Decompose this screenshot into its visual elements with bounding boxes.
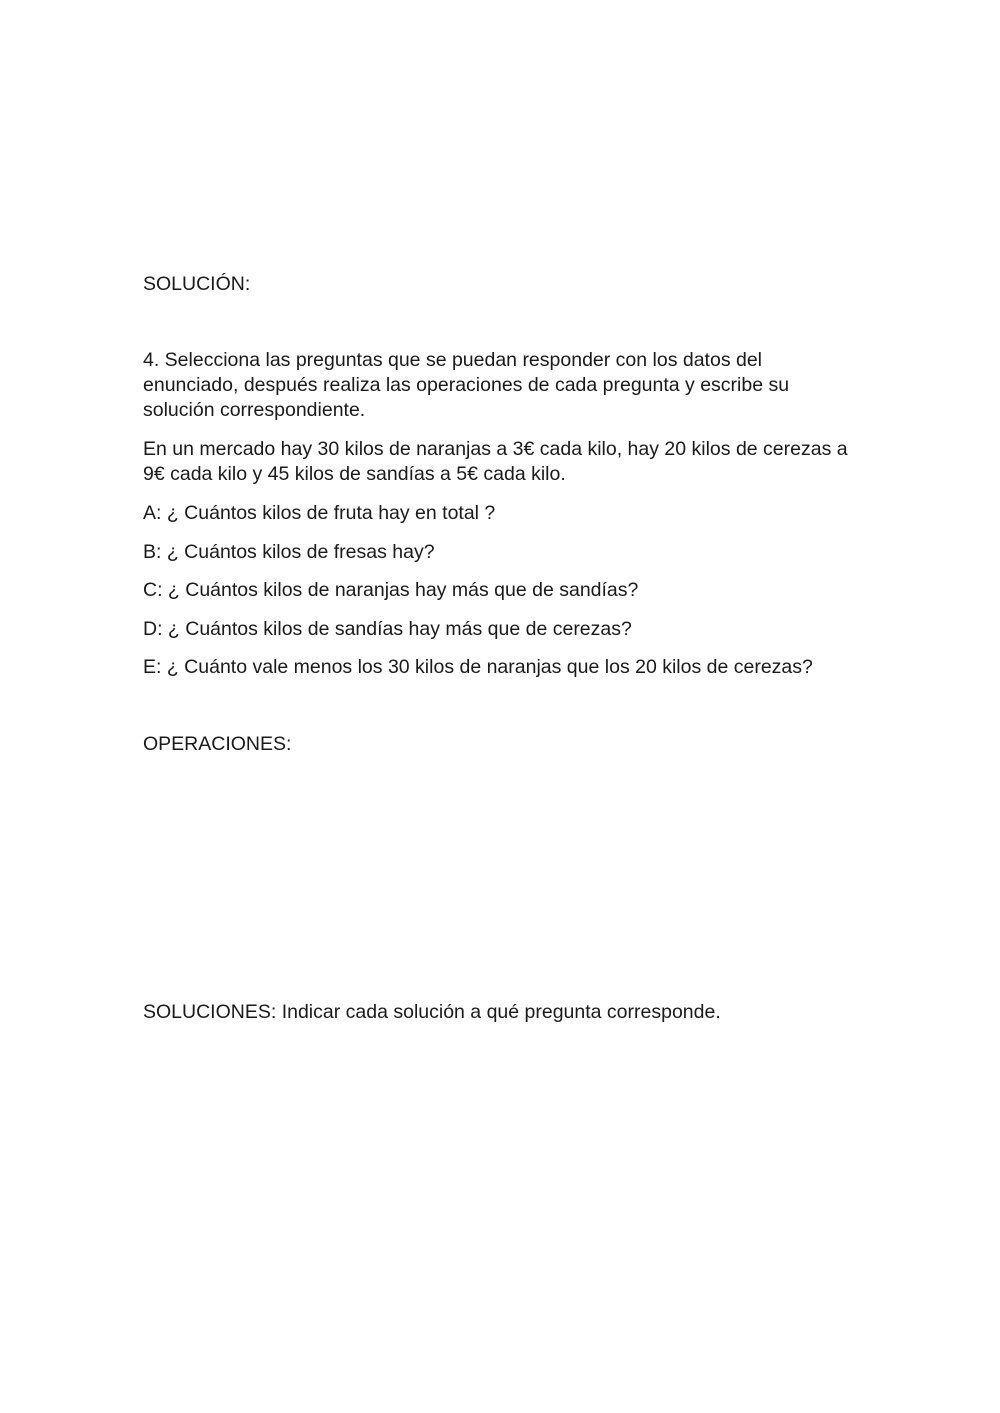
problem-instruction: 4. Selecciona las preguntas que se puedan responder con los datos del enunciado, después realiza las operaciones de cada pregunta y escribe su solución correspondiente. [143,349,790,421]
problem-statement: En un mercado hay 30 kilos de naranjas a 3€ cada kilo, hay 20 kilos de cerezas a 9€ cada kilo y 45 kilos de sandías a 5€ cada kilo. [143,438,848,485]
question-c: C: ¿ Cuántos kilos de naranjas hay más que de sandías? [143,579,639,601]
operaciones-heading: OPERACIONES: [143,733,292,755]
question-e: E: ¿ Cuánto vale menos los 30 kilos de naranjas que los 20 kilos de cerezas? [143,656,813,678]
question-a: A: ¿ Cuántos kilos de fruta hay en total ? [143,502,496,524]
soluciones-heading: SOLUCIONES: Indicar cada solución a qué pregunta corresponde. [143,1001,721,1023]
question-b: B: ¿ Cuántos kilos de fresas hay? [143,541,435,563]
question-d: D: ¿ Cuántos kilos de sandías hay más que de cerezas? [143,618,632,640]
solucion-heading: SOLUCIÓN: [143,273,251,295]
